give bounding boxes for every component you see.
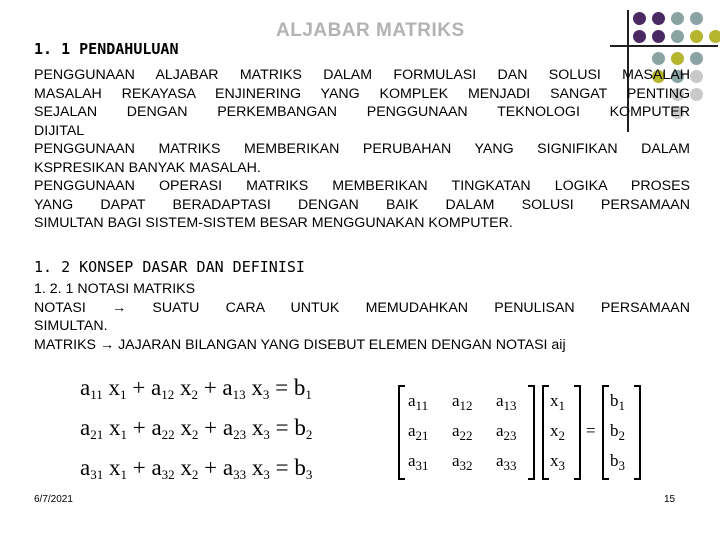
vector-x-cell: $x_2$ (550, 421, 565, 443)
vector-x-cell: $x_3$ (550, 451, 565, 473)
matrix-a-cell: $a_{23}$ (496, 421, 517, 443)
section-heading-pendahuluan: 1. 1 PENDAHULUAN (34, 40, 179, 58)
vector-b-right-bracket (634, 385, 641, 480)
matrix-a-cell: $a_{12}$ (452, 391, 473, 413)
matrix-equation (398, 385, 698, 480)
matrix-a-right-bracket (528, 385, 535, 480)
matrix-a-cell: $a_{11}$ (408, 391, 429, 413)
vector-b-cell: $b_2$ (610, 421, 625, 443)
text-line: KSPRESIKAN BANYAK MASALAH. (34, 159, 261, 176)
text-line: PENGGUNAAN ALJABAR MATRIKS DALAM FORMULASI DAN SOLUSI MASALAH (34, 67, 690, 83)
text-line: PENGGUNAAN MATRIKS MEMBERIKAN PERUBAHAN YANG SIGNIFIKAN DALAM (34, 141, 690, 157)
text-line: PENGGUNAAN OPERASI MATRIKS MEMBERIKAN TINGKATAN LOGIKA PROSES (34, 178, 690, 194)
matrix-a-cell: $a_{31}$ (408, 451, 429, 473)
matrix-a-left-bracket (398, 385, 405, 480)
intro-paragraph (34, 66, 690, 233)
equation-row: $a_{11}$ $x_1 + a_{12}$ $x_2 + a_{13}$ $x_3 = b_1$ (80, 375, 312, 402)
subsection-heading: 1. 2. 1 NOTASI MATRIKS (34, 281, 196, 297)
text-line: YANG DAPAT BERADAPTASI DENGAN BAIK DALAM SOLUSI PERSAMAAN (34, 196, 690, 213)
matrix-a-cell: $a_{22}$ (452, 421, 473, 443)
definition-paragraph (34, 280, 690, 354)
slide-title: ALJABAR MATRIKS (276, 20, 465, 41)
text-line: SIMULTAN BAGI SISTEM-SISTEM BESAR MENGGUNAKAN KOMPUTER. (34, 215, 513, 231)
matrix-a-cell: $a_{32}$ (452, 451, 473, 473)
text-line: DIJITAL (34, 122, 85, 139)
matrix-equals-sign: = (586, 421, 596, 440)
matrix-a-cell: $a_{21}$ (408, 421, 429, 443)
vector-x-cell: $x_1$ (550, 391, 565, 413)
text-line: SIMULTAN. (34, 318, 108, 334)
matrix-a-cell: $a_{33}$ (496, 451, 517, 473)
equation-row: $a_{21}$ $x_1 + a_{22}$ $x_2 + a_{23}$ $x_3 = b_2$ (80, 415, 313, 442)
text-line: SEJALAN DENGAN PERKEMBANGAN PENGGUNAAN TEKNOLOGI KOMPUTER (34, 104, 690, 120)
page-number: 15 (664, 494, 676, 505)
vector-b-left-bracket (602, 385, 609, 480)
text-line: MATRIKS → JAJARAN BILANGAN YANG DISEBUT ELEMEN DENGAN NOTASI aij (34, 336, 566, 353)
matrix-a-cell: $a_{13}$ (496, 391, 517, 413)
section-heading-konsep: 1. 2 KONSEP DASAR DAN DEFINISI (34, 258, 305, 276)
text-line: NOTASI → SUATU CARA UNTUK MEMUDAHKAN PENULISAN PERSAMAAN (34, 299, 690, 316)
vector-x-right-bracket (574, 385, 581, 480)
vector-x-left-bracket (542, 385, 549, 480)
text-line: MASALAH REKAYASA ENJINERING YANG KOMPLEK MENJADI SANGAT PENTING (34, 85, 690, 102)
equation-row: $a_{31}$ $x_1 + a_{32}$ $x_2 + a_{33}$ $x_3 = b_3$ (80, 455, 313, 482)
vector-b-cell: $b_1$ (610, 391, 625, 413)
vector-b-cell: $b_3$ (610, 451, 625, 473)
footer-date: 6/7/2021 (34, 494, 73, 505)
